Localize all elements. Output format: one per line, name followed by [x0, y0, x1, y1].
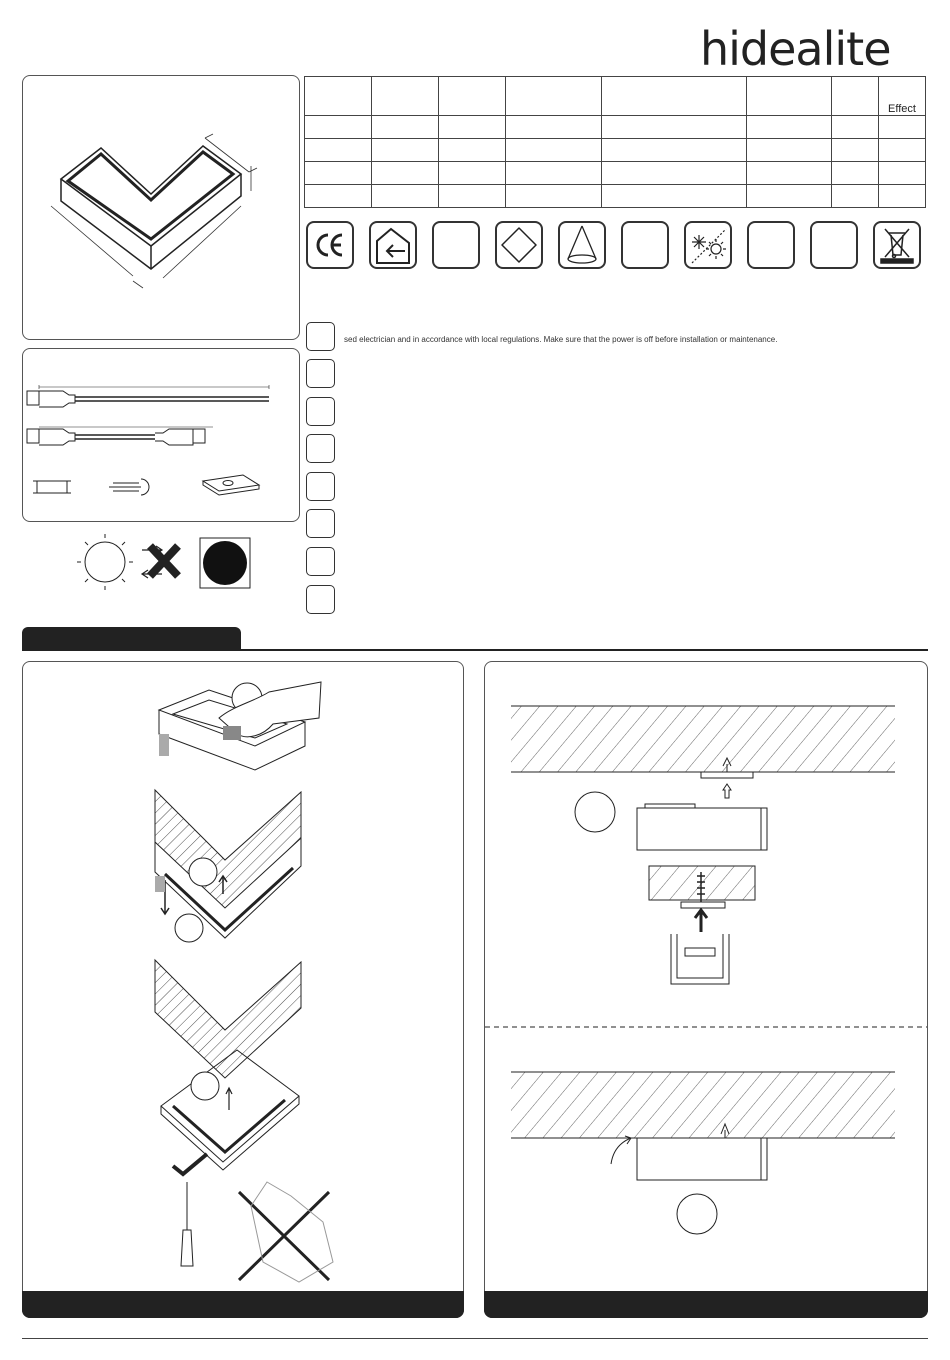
footer-bar-right — [484, 1291, 928, 1318]
spec-header-effect: Effect — [878, 77, 925, 116]
spec-cell — [832, 139, 879, 162]
product-dimension-panel — [22, 75, 300, 340]
beam-angle-icon — [558, 221, 606, 269]
step-box-1 — [306, 322, 335, 351]
spec-cell — [878, 162, 925, 185]
spec-cell — [305, 139, 372, 162]
blank-icon — [432, 221, 480, 269]
safety-note: sed electrician and in accordance with local regulations. Make sure that the power is off before installation or maintenance. — [344, 335, 778, 344]
spec-header-cell — [832, 77, 879, 116]
brand-logo: hidealite — [700, 22, 891, 76]
spec-cell — [438, 162, 505, 185]
spec-cell — [438, 185, 505, 208]
spec-cell — [305, 162, 372, 185]
install-illustration-right — [485, 662, 927, 1290]
install-steps-panel-left — [22, 661, 464, 1318]
spec-cell — [505, 116, 602, 139]
temperature-range-icon — [684, 221, 732, 269]
spec-cell — [371, 185, 438, 208]
spec-cell — [878, 116, 925, 139]
spec-header-cell — [305, 77, 372, 116]
spec-cell — [602, 185, 747, 208]
spec-table — [304, 76, 926, 208]
blank-icon — [621, 221, 669, 269]
spec-cell — [878, 139, 925, 162]
step-box-8 — [306, 585, 335, 614]
spec-cell — [505, 162, 602, 185]
spec-cell — [602, 116, 747, 139]
spec-cell — [438, 139, 505, 162]
ce-mark-icon — [306, 221, 354, 269]
corner-profile-drawing — [23, 76, 299, 339]
spec-cell — [505, 139, 602, 162]
step-box-4 — [306, 434, 335, 463]
spec-header-cell — [602, 77, 747, 116]
step-box-7 — [306, 547, 335, 576]
spec-table-row — [305, 139, 926, 162]
spec-table-row — [305, 116, 926, 139]
indoor-use-icon — [369, 221, 417, 269]
step-box-5 — [306, 472, 335, 501]
spec-header-cell — [371, 77, 438, 116]
spec-header-cell — [505, 77, 602, 116]
install-illustration-left — [23, 662, 463, 1290]
section-tab — [22, 627, 241, 650]
spec-cell — [747, 185, 832, 208]
weee-bin-icon — [873, 221, 921, 269]
bottom-divider — [22, 1338, 928, 1339]
section-rule — [22, 649, 928, 651]
package-contents-panel — [22, 348, 300, 522]
spec-cell — [878, 185, 925, 208]
spec-cell — [747, 162, 832, 185]
spec-cell — [602, 162, 747, 185]
spec-cell — [747, 139, 832, 162]
spec-cell — [747, 116, 832, 139]
blank-icon — [810, 221, 858, 269]
step-box-3 — [306, 397, 335, 426]
spec-cell — [371, 162, 438, 185]
spec-table-row — [305, 162, 926, 185]
contents-drawing — [23, 349, 299, 521]
spec-cell — [832, 116, 879, 139]
blank-icon — [747, 221, 795, 269]
spec-cell — [371, 116, 438, 139]
spec-cell — [438, 116, 505, 139]
spec-cell — [371, 139, 438, 162]
avoid-heat-diagram — [70, 528, 260, 598]
install-steps-panel-right — [484, 661, 928, 1318]
spec-header-cell — [438, 77, 505, 116]
spec-table-row — [305, 185, 926, 208]
step-box-2 — [306, 359, 335, 388]
spec-cell — [832, 185, 879, 208]
spec-cell — [505, 185, 602, 208]
spec-cell — [305, 185, 372, 208]
diamond-icon — [495, 221, 543, 269]
spec-header-cell — [747, 77, 832, 116]
spec-cell — [832, 162, 879, 185]
footer-bar-left — [22, 1291, 464, 1318]
spec-cell — [602, 139, 747, 162]
step-box-6 — [306, 509, 335, 538]
spec-table-header — [305, 77, 926, 116]
spec-cell — [305, 116, 372, 139]
